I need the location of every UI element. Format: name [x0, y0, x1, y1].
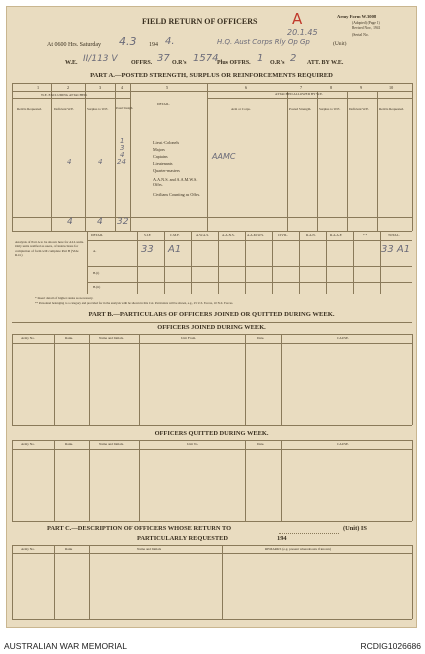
- annotation-letter: A: [292, 10, 303, 28]
- att-label: ATT. BY W.E.: [307, 60, 344, 66]
- serial-label: (Serial No.: [352, 33, 369, 37]
- rank-lieut-colonels: Lieut.-Colonels: [153, 140, 180, 145]
- ors-handwritten-2: 2: [290, 53, 297, 64]
- form-adopted: (Adopted) (Page 1): [352, 21, 380, 25]
- header-deficient-right: Deficient W.E.: [349, 107, 370, 111]
- rank-lieutenants: Lieutenants: [153, 161, 173, 166]
- part-b-heading: PART B.—PARTICULARS OF OFFICERS JOINED OR QUITTED DURING WEEK.: [88, 311, 335, 318]
- plus-offrs-label: Plus OFFRS.: [217, 60, 251, 66]
- joined-col-name: Name and Initials.: [99, 336, 124, 340]
- offrs-handwritten-1: 37: [157, 53, 170, 64]
- left-group-header: W.E. EXCLUDING ATTACHED.: [41, 93, 88, 97]
- ors-label-1: O.R's: [172, 60, 187, 66]
- quitted-col-cause: CAUSE.: [337, 442, 349, 446]
- quitted-col-name: Name and Initials.: [99, 442, 124, 446]
- date-handwritten: 4.3: [119, 35, 137, 48]
- serial-handwritten: 20.1.45: [287, 28, 318, 37]
- offrs-label-1: OFFRS.: [131, 60, 153, 66]
- deficient-hand: 4: [67, 158, 72, 166]
- analysis-hand-total: 33 A1: [381, 244, 411, 255]
- joined-col-cause: CAUSE.: [337, 336, 349, 340]
- col-number-7: 7: [300, 85, 303, 90]
- header-surplus-left: Surplus to W.E.: [87, 107, 109, 111]
- part-c-col-army-no: Army No.: [21, 547, 35, 551]
- analysis-col-aans: A.A.N.S.: [222, 233, 235, 237]
- posted-hand-4: 24: [117, 158, 126, 166]
- ors-handwritten-1: 1574: [193, 53, 219, 64]
- col-number-6: 6: [245, 85, 248, 90]
- quitted-col-rank: Rank.: [65, 442, 74, 446]
- time-prefix: At 0600 Hrs. Saturday: [47, 42, 101, 48]
- form-number: Army Form W.3008: [337, 14, 377, 19]
- analysis-col-awas: A.W.A.S.: [196, 233, 210, 237]
- analysis-col-total: TOTAL.: [388, 233, 400, 237]
- col-number-4: 4: [121, 85, 124, 90]
- posted-hand-1: 1: [120, 137, 125, 145]
- part-a-heading: PART A.—POSTED STRENGTH, SURPLUS OR REINFORCEMENTS REQUIRED: [90, 72, 333, 79]
- joined-col-rank: Rank.: [65, 336, 74, 340]
- posted-hand-2: 3: [120, 144, 125, 152]
- col-number-3: 3: [99, 85, 102, 90]
- footer-reference: RCDIG1026686: [360, 641, 421, 651]
- part-c-year: 194: [277, 535, 287, 542]
- analysis-hand-cmf: A1: [168, 244, 182, 255]
- form-revised: Revised Nov., 1941: [352, 26, 381, 30]
- part-c-unit-is: (Unit) IS: [343, 525, 367, 532]
- footer-institution: AUSTRALIAN WAR MEMORIAL: [4, 641, 127, 651]
- quitted-heading: OFFICERS QUITTED DURING WEEK.: [154, 430, 269, 437]
- header-deficient-left: Deficient W.E.: [54, 107, 75, 111]
- unit-label: (Unit): [333, 41, 347, 47]
- year-handwritten: 4.: [165, 36, 175, 47]
- header-reints-right: Rein'ts Requested.: [379, 107, 405, 111]
- arm-corps-hand: AAMC: [212, 152, 236, 161]
- ors-label-2: O.R's: [270, 60, 285, 66]
- archive-footer: [0, 638, 425, 654]
- unit-handwritten: H.Q. Aust Corps Rly Op Gp: [217, 38, 310, 46]
- part-c-col-remarks: REMARKS (e.g. present whereabouts if known): [265, 547, 332, 551]
- part-c-requested: PARTICULARLY REQUESTED: [137, 535, 228, 542]
- header-posted-left: Posted Strength.: [116, 107, 134, 110]
- rank-aans-aamws: A.A.N.S. and A.A.M.W.S. Offrs.: [153, 177, 198, 188]
- posted-hand-3: 4: [120, 151, 125, 159]
- joined-heading: OFFICERS JOINED DURING WEEK.: [157, 324, 266, 331]
- header-detail: DETAIL.: [157, 102, 170, 106]
- part-c-col-rank: Rank: [65, 547, 73, 551]
- col-number-10: 10: [389, 85, 394, 90]
- col-number-9: 9: [360, 85, 363, 90]
- col-number-5: 5: [166, 85, 169, 90]
- header-arm-corps: Arm or Corps.: [231, 107, 251, 111]
- col-number-1: 1: [37, 85, 40, 90]
- col-number-8: 8: [330, 85, 333, 90]
- analysis-note-1: * Insert detail of higher ranks as necessary.: [35, 296, 94, 300]
- field-return-form: [6, 6, 417, 628]
- analysis-col-civil: CIVIL.: [278, 233, 288, 237]
- total-hand-surplus: 4: [97, 217, 103, 227]
- rank-civilians: Civilians Counting as Offrs.: [153, 192, 201, 197]
- we-label: W.E.: [65, 60, 78, 66]
- we-handwritten: II/113 V: [83, 54, 118, 64]
- offrs-handwritten-2: 1: [257, 53, 264, 64]
- analysis-col-raaf: R.A.A.F.: [330, 233, 343, 237]
- joined-col-date: Date.: [257, 336, 265, 340]
- analysis-row-a: A.: [93, 249, 97, 253]
- part-c-heading: PART C.—DESCRIPTION OF OFFICERS WHOSE RETURN TO: [47, 525, 232, 532]
- total-hand-deficient: 4: [67, 217, 73, 227]
- analysis-note-2: ** Personnel belonging to a category and provided for in the analysis with be shown in this Col. Particulars will be shown, e.g., 25 U.S. Forces, 10 N.Z. Forces.: [35, 301, 234, 305]
- analysis-row-bi: B.(i): [93, 271, 100, 275]
- header-posted-right: Posted Strength.: [289, 107, 312, 111]
- surplus-hand: 4: [98, 158, 103, 166]
- joined-col-unit-from: Unit From.: [181, 336, 197, 340]
- rank-quartermasters: Quarter-masters: [153, 168, 180, 173]
- form-title: FIELD RETURN OF OFFICERS: [142, 17, 258, 26]
- analysis-col-sif: S.I.F.: [144, 233, 152, 237]
- quitted-col-date: Date.: [257, 442, 265, 446]
- header-surplus-right: Surplus to W.E.: [319, 107, 341, 111]
- analysis-hand-sif: 33: [141, 244, 154, 255]
- analysis-side-note: Analysis of Part A to be shown here for ALL units. Only units notified as users, of instructions for completion of form will complete Part B (Vide R.O.): [15, 240, 84, 258]
- quitted-col-unit-to: Unit To.: [187, 442, 199, 446]
- analysis-detail-label: DETAIL: [91, 233, 103, 237]
- part-c-col-name: Name and Initials: [137, 547, 162, 551]
- analysis-col-ran: R.A.N.: [306, 233, 316, 237]
- rank-captains: Captains: [153, 154, 168, 159]
- analysis-col-cmf: C.M.F.: [170, 233, 180, 237]
- joined-col-army-no: Army No.: [21, 336, 35, 340]
- rank-majors: Majors: [153, 147, 165, 152]
- quitted-col-army-no: Army No.: [21, 442, 35, 446]
- total-hand-posted: 32: [117, 217, 129, 227]
- col-number-2: 2: [67, 85, 70, 90]
- analysis-col-other: * *: [363, 233, 368, 237]
- header-reints-left: Rein'ts Requested.: [17, 107, 43, 111]
- year-label: 194: [149, 42, 158, 48]
- analysis-col-aamws: A.A.M.W.S.: [247, 233, 264, 237]
- analysis-row-bii: B.(ii): [93, 285, 101, 289]
- right-group-header: ATTACHED ALLOWED BY W.E.: [275, 92, 323, 96]
